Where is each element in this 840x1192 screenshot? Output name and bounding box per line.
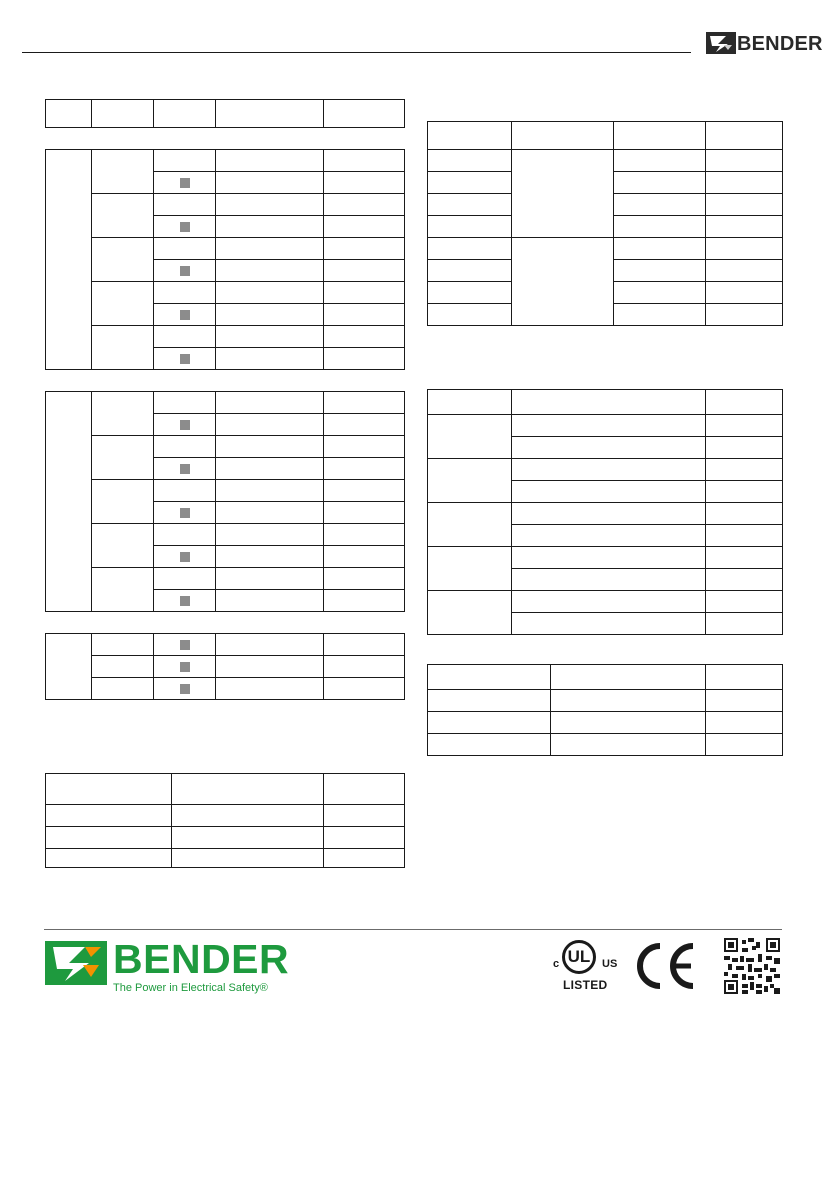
footer-tagline: The Power in Electrical Safety® — [113, 982, 268, 994]
table-row — [46, 568, 405, 590]
table-row — [46, 436, 405, 458]
table-row — [428, 415, 783, 437]
right-table-1 — [427, 121, 783, 326]
table-row — [428, 238, 783, 260]
filled-square-icon — [180, 178, 190, 188]
ul-prefix: c — [553, 958, 560, 970]
filled-square-icon — [180, 222, 190, 232]
bender-logo-icon — [45, 941, 107, 985]
table-row — [46, 238, 405, 260]
ul-listed-label: LISTED — [563, 978, 608, 992]
table-row — [428, 459, 783, 481]
filled-square-icon — [180, 266, 190, 276]
section-row — [46, 128, 405, 150]
table-header-row — [46, 774, 405, 805]
table-header-row — [428, 122, 783, 150]
table-row — [46, 282, 405, 304]
filled-square-icon — [180, 310, 190, 320]
section-row — [46, 612, 405, 634]
filled-square-icon — [180, 662, 190, 672]
table-row — [46, 849, 405, 868]
ul-listed-icon — [553, 938, 619, 994]
right-table-3 — [427, 664, 783, 756]
table-row — [428, 690, 783, 712]
table-row — [428, 547, 783, 569]
filled-square-icon — [180, 684, 190, 694]
footer-rule — [44, 929, 782, 930]
table-header-row — [428, 390, 783, 415]
filled-square-icon — [180, 596, 190, 606]
table-row — [46, 480, 405, 502]
table-row — [428, 734, 783, 756]
filled-square-icon — [180, 464, 190, 474]
footer-brand: BENDER — [113, 936, 290, 982]
table-header-row — [46, 100, 405, 128]
table-row — [46, 634, 405, 656]
bender-logo-icon — [706, 32, 736, 54]
table-row — [46, 392, 405, 414]
section-row — [46, 370, 405, 392]
table-row — [46, 805, 405, 827]
table-row — [46, 656, 405, 678]
qr-code-icon — [724, 938, 780, 994]
filled-square-icon — [180, 640, 190, 650]
table-row — [46, 150, 405, 172]
table-row — [46, 326, 405, 348]
table-row — [46, 524, 405, 546]
table-row — [428, 712, 783, 734]
table-row — [428, 150, 783, 172]
right-table-2 — [427, 389, 783, 635]
footer-logo — [45, 936, 290, 999]
ce-mark-icon — [631, 940, 697, 992]
table-row — [46, 194, 405, 216]
filled-square-icon — [180, 508, 190, 518]
table-row — [428, 503, 783, 525]
table-row — [46, 678, 405, 700]
table-header-row — [428, 665, 783, 690]
filled-square-icon — [180, 420, 190, 430]
header-logo — [706, 32, 823, 56]
table-row — [46, 827, 405, 849]
left-bottom-table — [45, 773, 405, 868]
header-brand: BENDER — [737, 33, 823, 55]
ul-circle: UL — [562, 940, 596, 974]
filled-square-icon — [180, 552, 190, 562]
header-rule — [22, 52, 691, 53]
left-main-table — [45, 99, 405, 700]
ul-suffix: US — [602, 958, 618, 970]
table-row — [428, 591, 783, 613]
filled-square-icon — [180, 354, 190, 364]
